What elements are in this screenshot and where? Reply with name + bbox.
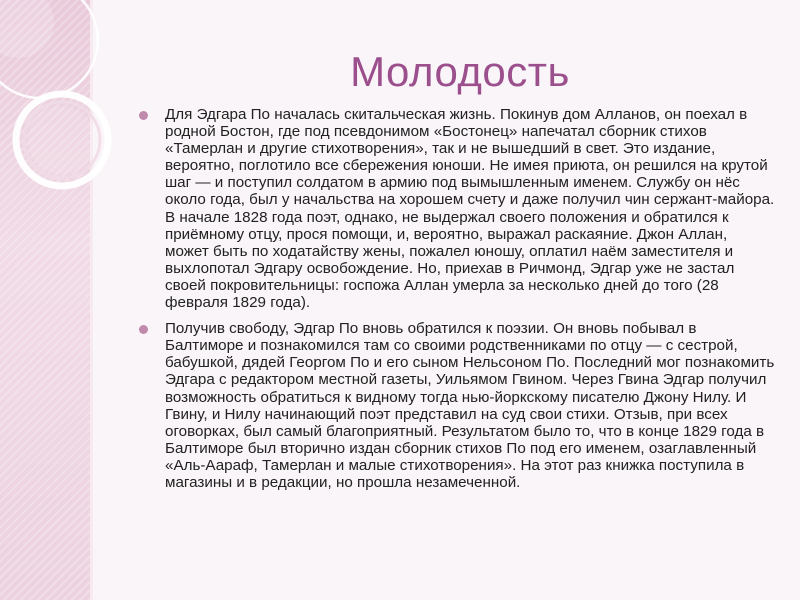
circle-decoration [0,0,130,260]
paragraph-text: Получив свободу, Эдгар По вновь обратился к поэзии. Он вновь побывал в Балтиморе и познакомился там со своими родственниками по отцу — с сестрой, бабушкой, дядей Георгом По и его сыном Нельсоном По. Последний мог познакомить Эдгара с редактором местной газеты, Уильямом Гвином. Через Гвина Эдгар получил возможность обратиться к видному тогда нью-йоркскому писателю Джону Нилу. И Гвину, и Нилу начинающий поэт представил на суд свои стихи. Отзыв, при всех оговорках, был самый благоприятный. Результатом было то, что в конце 1829 года в Балтиморе был вторично издан сборник стихов По под его именем, озаглавленный «Аль-Аараф, Тамерлан и малые стихотворения». На этот раз книжка поступила в магазины и в редакции, но прошла незамеченной. [165,320,775,491]
content-list [135,106,775,500]
list-item [135,106,775,311]
bullet-icon [139,111,148,120]
list-item [135,320,775,491]
paragraph-text: Для Эдгара По началась скитальческая жизнь. Покинув дом Алланов, он поехал в родной Бостон, где под псевдонимом «Бостонец» напечатал сборник стихов «Тамерлан и другие стихотворения», так и не вышедший в свет. Это издание, вероятно, поглотило все сбережения юноши. Не имея приюта, он решился на крутой шаг — и поступил солдатом в армию под вымышленным именем. Службу он нёс около года, был у начальства на хорошем счету и даже получил чин сержант-майора. В начале 1828 года поэт, однако, не выдержал своего положения и обратился к приёмному отцу, прося помощи, и, вероятно, выражал раскаяние. Джон Аллан, может быть по ходатайству жены, пожалел юношу, оплатил наём заместителя и выхлопотал Эдгару освобождение. Но, приехав в Ричмонд, Эдгар уже не застал своей покровительницы: госпожа Аллан умерла за несколько дней до того (28 февраля 1829 года). [165,106,775,312]
slide-title: Молодость [350,48,570,95]
bullet-icon [139,325,148,334]
middle-circle-fill [28,106,96,174]
top-circle-fill [0,0,54,58]
